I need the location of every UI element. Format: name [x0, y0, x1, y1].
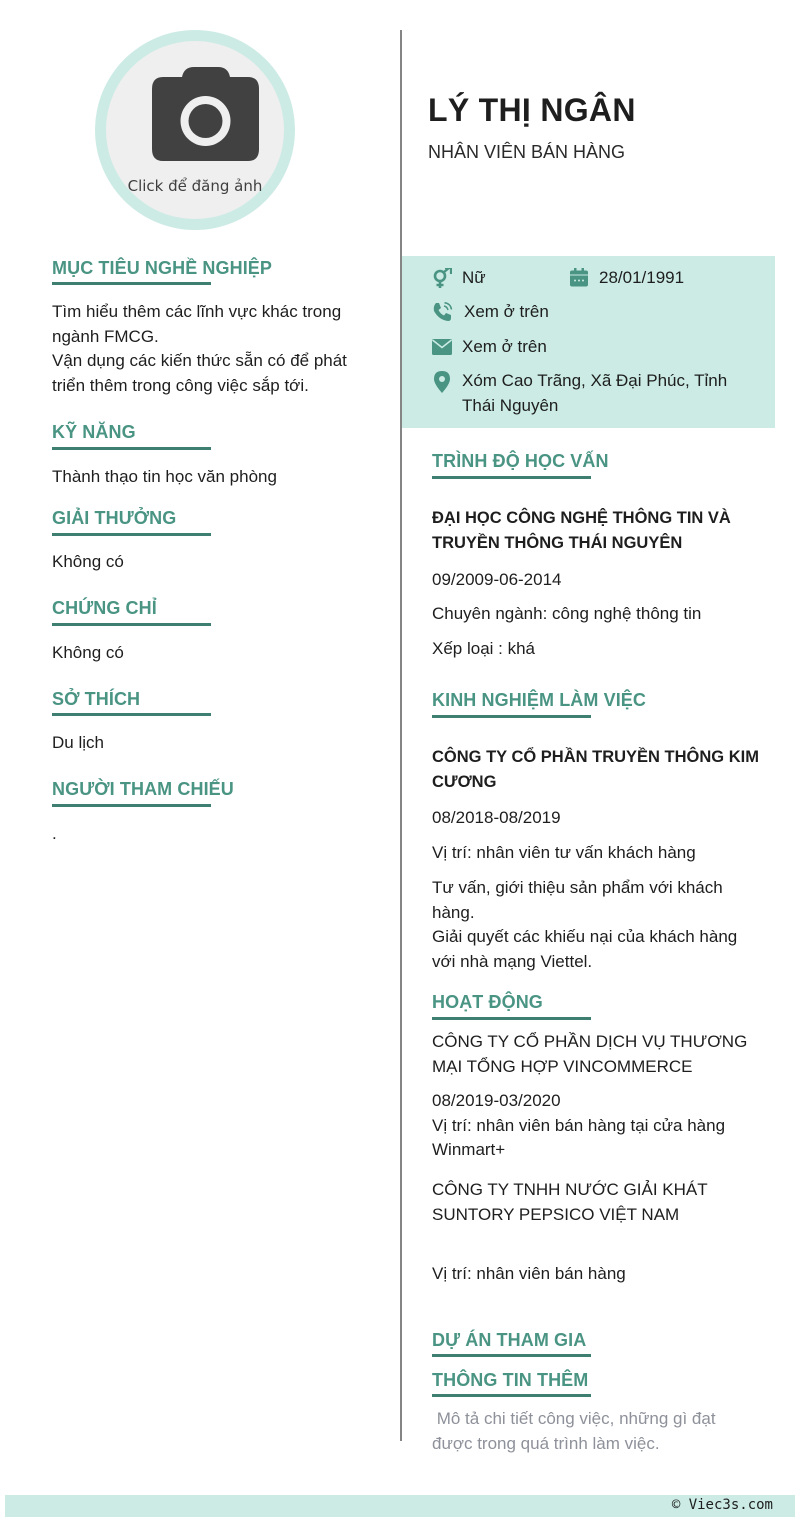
section-rule — [432, 1394, 591, 1397]
references-text: . — [52, 824, 57, 843]
hobbies-text: Du lịch — [52, 733, 104, 752]
experience-description: Tư vấn, giới thiệu sản phẩm với khách hàng. Giải quyết các khiếu nại của khách hàng với nhà mạng Viettel. — [432, 878, 738, 971]
education-period: 09/2009-06-2014 — [432, 570, 562, 589]
section-title-projects: DỰ ÁN THAM GIA — [432, 1330, 587, 1350]
objective-text: Tìm hiểu thêm các lĩnh vực khác trong ngành FMCG. Vận dụng các kiến thức sẵn có để phát triển thêm trong công việc sắp tới. — [52, 302, 347, 395]
section-title-additional: THÔNG TIN THÊM — [432, 1370, 589, 1390]
copyright-text: © Viec3s.com — [671, 1497, 773, 1513]
candidate-name: LÝ THỊ NGÂN — [428, 92, 636, 128]
section-rule — [52, 533, 211, 536]
education-major: Chuyên ngành: công nghệ thông tin — [432, 604, 702, 623]
certificates-text: Không có — [52, 643, 124, 662]
section-rule — [52, 447, 211, 450]
skills-text: Thành thạo tin học văn phòng — [52, 467, 277, 486]
section-title-activities: HOẠT ĐỘNG — [432, 992, 543, 1012]
column-divider — [400, 30, 402, 1441]
email-row — [432, 334, 547, 359]
activity-position: Vị trí: nhân viên bán hàng — [432, 1264, 626, 1283]
section-title-awards: GIẢI THƯỞNG — [52, 508, 177, 528]
experience-period: 08/2018-08/2019 — [432, 808, 561, 827]
section-rule — [432, 476, 591, 479]
avatar-upload-label: Click để đăng ảnh — [127, 177, 263, 195]
address-value: Xóm Cao Trãng, Xã Đại Phúc, Tỉnh Thái Nguyên — [462, 371, 728, 415]
phone-row — [432, 299, 549, 324]
gender-row — [432, 265, 486, 290]
experience-position: Vị trí: nhân viên tư vấn khách hàng — [432, 843, 696, 862]
birthday-row — [569, 265, 684, 290]
section-rule — [52, 623, 211, 626]
section-title-objective: MỤC TIÊU NGHỀ NGHIỆP — [52, 258, 273, 278]
calendar-icon — [569, 268, 589, 288]
experience-company: CÔNG TY CỔ PHẦN TRUYỀN THÔNG KIM CƯƠNG — [432, 748, 759, 791]
section-title-skills: KỸ NĂNG — [52, 422, 136, 442]
address-row — [432, 368, 727, 418]
section-rule — [432, 1354, 591, 1357]
gender-value: Nữ — [462, 268, 486, 287]
additional-info-placeholder[interactable]: Mô tả chi tiết công việc, những gì đạt được trong quá trình làm việc. — [432, 1409, 716, 1453]
email-icon — [432, 337, 452, 357]
job-title: NHÂN VIÊN BÁN HÀNG — [428, 142, 626, 162]
phone-value: Xem ở trên — [464, 302, 549, 321]
gender-icon — [432, 268, 452, 288]
activity-org: CÔNG TY TNHH NƯỚC GIẢI KHÁT SUNTORY PEPSICO VIỆT NAM — [432, 1180, 708, 1224]
contact-info-panel — [402, 256, 775, 428]
location-pin-icon — [432, 371, 452, 393]
activity-org: CÔNG TY CỔ PHẦN DỊCH VỤ THƯƠNG MẠI TỔNG HỢP VINCOMMERCE — [432, 1032, 748, 1076]
activity-details: 08/2019-03/2020 Vị trí: nhân viên bán hàng tại cửa hàng Winmart+ — [432, 1091, 726, 1159]
section-rule — [52, 713, 211, 716]
section-title-references: NGƯỜI THAM CHIẾU — [52, 779, 234, 799]
phone-icon — [432, 302, 454, 322]
camera-icon — [152, 67, 259, 161]
section-rule — [52, 804, 211, 807]
birthday-value: 28/01/1991 — [599, 268, 685, 287]
education-rank: Xếp loại : khá — [432, 639, 536, 658]
avatar-inner[interactable] — [106, 41, 284, 219]
section-title-education: TRÌNH ĐỘ HỌC VẤN — [432, 451, 609, 471]
section-rule — [432, 715, 591, 718]
section-title-experience: KINH NGHIỆM LÀM VIỆC — [432, 690, 647, 710]
avatar-upload[interactable] — [95, 30, 295, 230]
section-rule — [432, 1017, 591, 1020]
section-title-hobbies: SỞ THÍCH — [52, 689, 141, 709]
footer-bar — [5, 1495, 795, 1517]
section-rule — [52, 282, 211, 285]
email-value: Xem ở trên — [462, 337, 547, 356]
awards-text: Không có — [52, 552, 124, 571]
section-title-certificates: CHỨNG CHỈ — [52, 598, 157, 618]
school-name: ĐẠI HỌC CÔNG NGHỆ THÔNG TIN VÀ TRUYỀN THÔNG THÁI NGUYÊN — [432, 509, 731, 552]
